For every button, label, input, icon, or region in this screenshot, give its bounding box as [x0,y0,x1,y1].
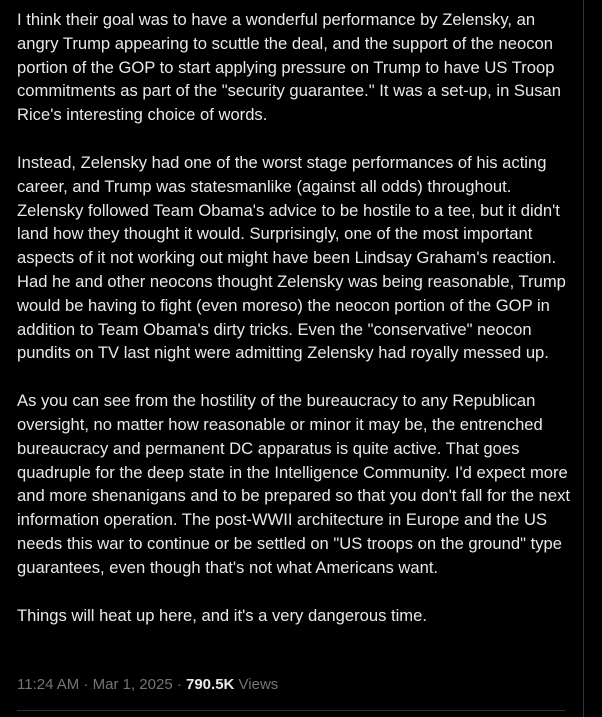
meta-separator: · [79,676,93,693]
post-metadata [17,675,278,695]
post-paragraph-1: I think their goal was to have a wonderful performance by Zelensky, an angry Trump appearing to scuttle the deal, and the support of the neocon portion of the GOP to start applying pressure on Trump to have US Troop commitments as part of the "security guarantee." It was a set-up, in Susan Rice's interesting choice of words. [17,10,561,125]
post-paragraph-2: Instead, Zelensky had one of the worst stage performances of his acting career, and Trump was statesmanlike (against all odds) throughout. Zelensky followed Team Obama's advice to be hostile to a tee, but it didn't land how they thought it would. Surprisingly, one of the most important aspects of it not working out might have been Lindsay Graham's reaction. Had he and other neocons thought Zelensky was being reasonable, Trump would be having to fight (even moreso) the neocon portion of the GOP in addition to Team Obama's dirty tricks. Even the "conservative" neocon pundits on TV last night were admitting Zelensky had royally messed up. [17,152,566,363]
post-text [17,8,579,651]
post-time-link[interactable]: 11:24 AM [17,676,80,693]
views-count[interactable]: 790.5K [186,676,235,693]
post-date-link[interactable]: Mar 1, 2025 [92,676,173,693]
views-label: Views [234,676,279,693]
post-paragraph-3: As you can see from the hostility of the bureaucracy to any Republican oversight, no matter how reasonable or minor it may be, the entrenched bureaucracy and permanent DC apparatus is quite active. That goes quadruple for the deep state in the Intelligence Community. I'd expect more and more shenanigans and to be prepared so that you don't fall for the next information operation. The post-WWII architecture in Europe and the US needs this war to continue or be settled on "US troops on the ground" type guarantees, even though that's not what Americans want. [17,391,570,577]
divider [17,710,565,711]
post-paragraph-4: Things will heat up here, and it's a very dangerous time. [17,605,427,625]
meta-separator: · [172,676,186,693]
